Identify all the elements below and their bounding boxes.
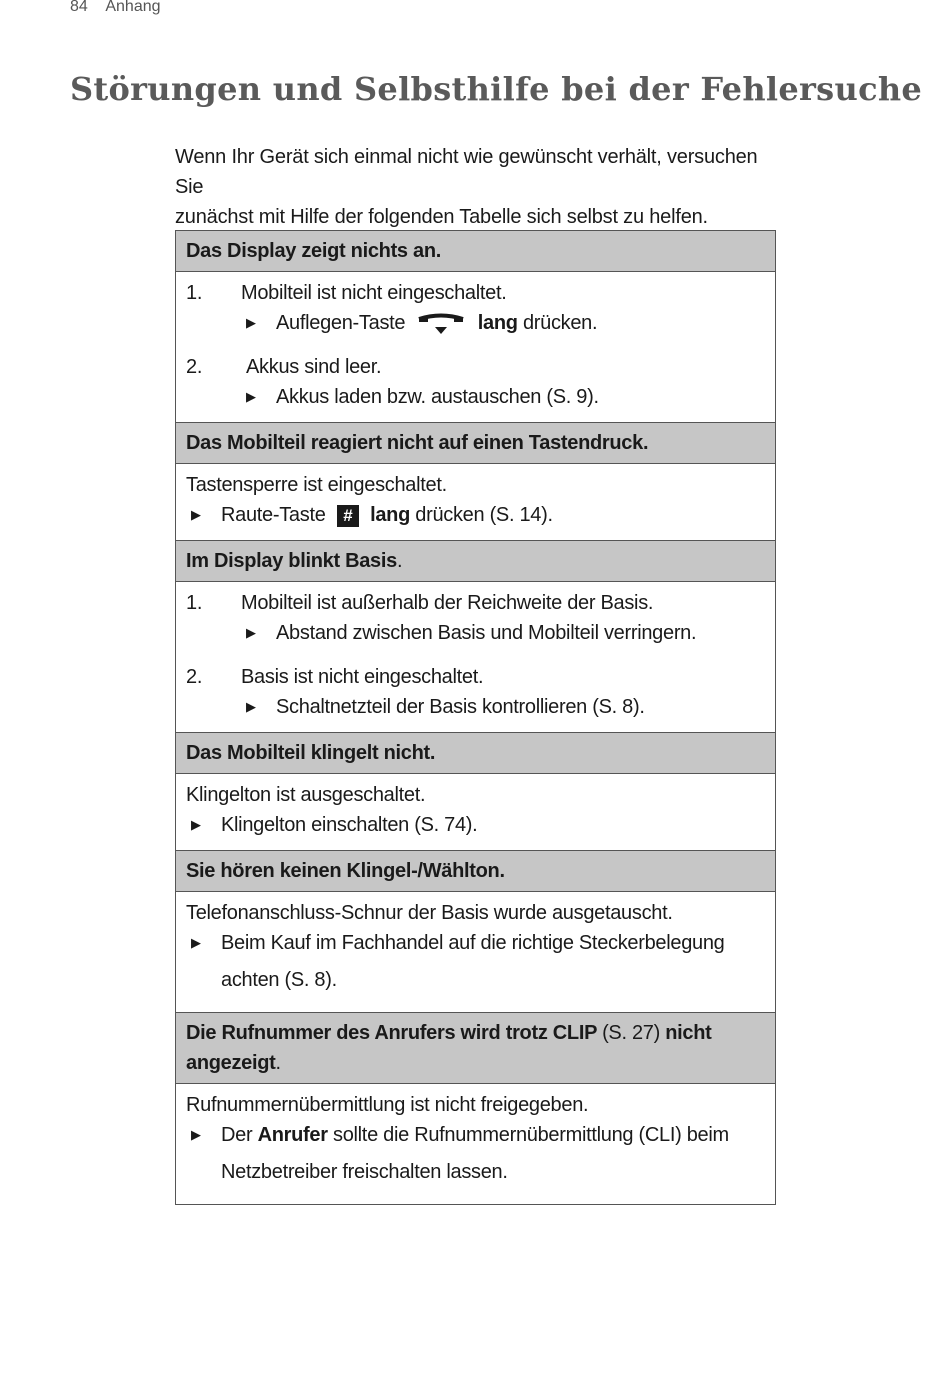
action-item xyxy=(186,810,765,840)
triangle-bullet-icon: ▶ xyxy=(246,389,256,404)
cause-number: 2. xyxy=(186,356,203,378)
cause-text: Mobilteil ist nicht eingeschaltet. xyxy=(241,282,507,304)
heading-plain: . xyxy=(275,1052,281,1074)
problem-heading: Das Display zeigt nichts an. xyxy=(176,231,775,271)
heading-bold: Basis xyxy=(345,550,397,572)
cause-text: Klingelton ist ausgeschaltet. xyxy=(186,784,426,806)
action-text xyxy=(221,1120,729,1194)
problem-heading xyxy=(176,1012,775,1083)
triangle-bullet-icon: ▶ xyxy=(246,625,256,640)
intro-line: zunächst mit Hilfe der folgenden Tabelle sich selbst zu helfen. xyxy=(175,206,708,228)
action-text-line: Beim Kauf im Fachhandel auf die richtige Steckerbelegung xyxy=(221,932,725,954)
action-text-part: drücken. xyxy=(522,312,598,334)
intro-line: Wenn Ihr Gerät sich einmal nicht wie gewünscht verhält, versuchen Sie xyxy=(175,146,758,198)
page-number: 84 xyxy=(70,0,88,15)
cause-text: Mobilteil ist außerhalb der Reichweite der Basis. xyxy=(241,592,654,614)
action-text-part: sollte die Rufnummernübermittlung (CLI) beim xyxy=(333,1124,729,1146)
heading-bold: angezeigt xyxy=(186,1052,276,1074)
action-bold: Anrufer xyxy=(257,1124,328,1146)
problem-solutions xyxy=(176,1083,775,1204)
cause-number: 1. xyxy=(186,282,203,304)
action-text-line: Netzbetreiber freischalten lassen. xyxy=(221,1161,508,1183)
action-item xyxy=(186,1120,765,1194)
heading-bold: Im Display blinkt xyxy=(186,550,340,572)
section-name: Anhang xyxy=(105,0,161,15)
heading-bold: Die Rufnummer des Anrufers wird trotz CLIP xyxy=(186,1022,597,1044)
action-text-part: Der xyxy=(221,1124,253,1146)
action-item xyxy=(186,382,765,412)
problem-solutions xyxy=(176,773,775,850)
cause-item xyxy=(186,352,765,382)
action-item xyxy=(186,500,765,530)
hash-key-icon: # xyxy=(337,505,359,527)
triangle-bullet-icon: ▶ xyxy=(191,817,201,832)
action-text: Schaltnetzteil der Basis kontrollieren (S. 8). xyxy=(276,696,645,718)
cause-text: Telefonanschluss-Schnur der Basis wurde ausgetauscht. xyxy=(186,902,673,924)
page-header xyxy=(70,0,161,16)
action-item xyxy=(186,618,765,648)
action-text-part: Raute-Taste xyxy=(221,504,326,526)
problem-heading: Das Mobilteil reagiert nicht auf einen Tastendruck. xyxy=(176,422,775,463)
end-call-key-icon xyxy=(416,312,466,336)
cause-text: Tastensperre ist eingeschaltet. xyxy=(186,474,447,496)
cause-number: 1. xyxy=(186,592,203,614)
cause-text: Rufnummernübermittlung ist nicht freigegeben. xyxy=(186,1094,589,1116)
action-item xyxy=(186,928,765,1002)
action-text-part: drücken (S. 14). xyxy=(415,504,553,526)
action-text: Abstand zwischen Basis und Mobilteil verringern. xyxy=(276,622,697,644)
cause-item xyxy=(186,588,765,618)
problem-heading xyxy=(176,540,775,581)
problem-heading: Das Mobilteil klingelt nicht. xyxy=(176,732,775,773)
action-text xyxy=(221,500,553,530)
problem-solutions xyxy=(176,581,775,732)
problem-solutions xyxy=(176,891,775,1012)
action-text xyxy=(221,928,725,1002)
triangle-bullet-icon: ▶ xyxy=(191,507,201,522)
heading-plain: . xyxy=(396,550,403,572)
action-text-line: achten (S. 8). xyxy=(221,969,337,991)
cause-item xyxy=(186,662,765,692)
action-bold: lang xyxy=(370,504,410,526)
action-text xyxy=(276,308,597,338)
cause-text: Akkus sind leer. xyxy=(246,356,382,378)
triangle-bullet-icon: ▶ xyxy=(246,315,256,330)
action-text: Akkus laden bzw. austauschen (S. 9). xyxy=(276,386,599,408)
troubleshooting-table xyxy=(175,230,776,1205)
triangle-bullet-icon: ▶ xyxy=(191,935,201,950)
problem-solutions xyxy=(176,463,775,540)
problem-heading: Sie hören keinen Klingel-/Wählton. xyxy=(176,850,775,891)
cause-text: Basis ist nicht eingeschaltet. xyxy=(241,666,484,688)
heading-plain: (S. 27) xyxy=(602,1022,660,1044)
action-text: Klingelton einschalten (S. 74). xyxy=(221,814,478,836)
triangle-bullet-icon: ▶ xyxy=(191,1127,201,1142)
action-text-line xyxy=(221,1120,729,1150)
cause-number: 2. xyxy=(186,666,203,688)
action-item xyxy=(186,308,765,338)
action-bold: lang xyxy=(477,312,518,334)
action-text-part: Auflegen-Taste xyxy=(276,312,406,334)
heading-bold: nicht xyxy=(665,1022,712,1044)
intro-text xyxy=(175,142,785,232)
action-item xyxy=(186,692,765,722)
triangle-bullet-icon: ▶ xyxy=(246,699,256,714)
page-title: Störungen und Selbsthilfe bei der Fehlersuche xyxy=(70,70,923,108)
cause-item xyxy=(186,278,765,308)
problem-solutions xyxy=(176,271,775,422)
